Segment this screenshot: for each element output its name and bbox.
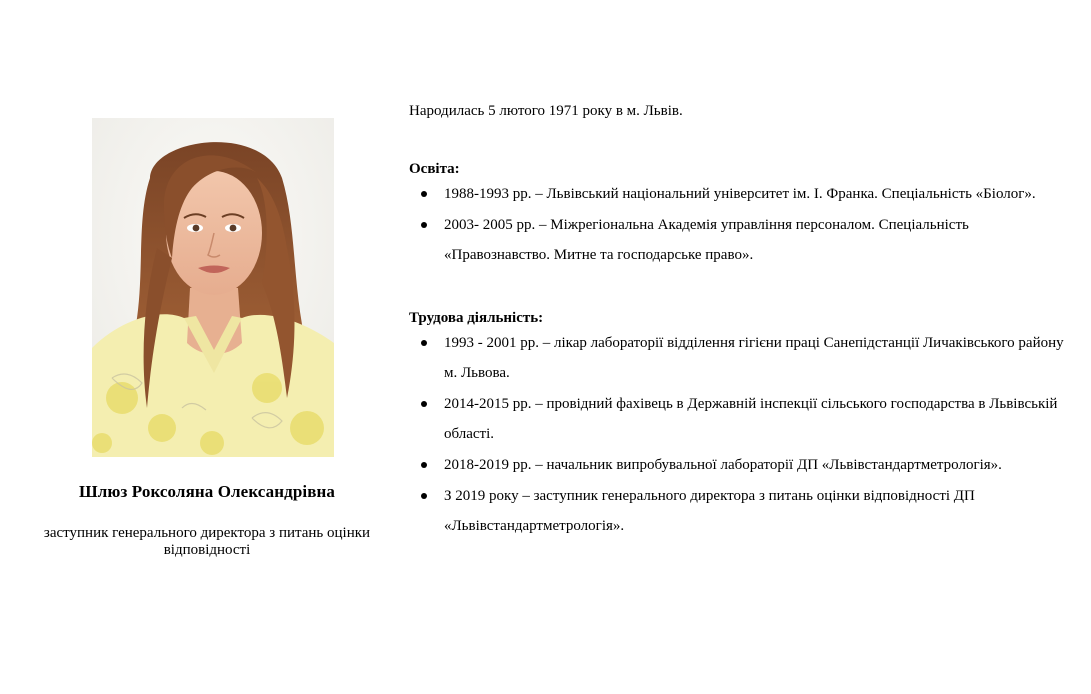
biography	[409, 101, 1074, 541]
person-name: Шлюз Роксоляна Олександрівна	[79, 482, 335, 501]
education-item-text: 1988-1993 рр. – Львівський національний університет ім. І. Франка. Спеціальність «Біолог».	[444, 186, 1036, 202]
work-title: Трудова діяльність:	[409, 310, 544, 326]
work-list	[409, 328, 1074, 541]
bullet-icon	[421, 191, 427, 197]
list-item	[409, 328, 1074, 388]
portrait-icon	[92, 118, 334, 457]
education-list	[409, 179, 1074, 270]
person-position: заступник генерального директора з питань оцінки відповідності	[43, 525, 371, 558]
education-item-text: 2003- 2005 рр. – Міжрегіональна Академія управління персоналом. Спеціальність «Правознавство. Митне та господарське право».	[444, 217, 969, 263]
birth-info: Народилась 5 лютого 1971 року в м. Львів.	[409, 103, 683, 119]
work-item-text: 2014-2015 рр. – провідний фахівець в Державній інспекції сільського господарства в Львівській області.	[444, 396, 1058, 442]
work-item-text: 2018-2019 рр. – начальник випробувальної лабораторії ДП «Львівстандартметрологія».	[444, 457, 1002, 473]
bullet-icon	[421, 401, 427, 407]
list-item	[409, 481, 1074, 541]
list-item	[409, 179, 1074, 209]
list-item	[409, 210, 1074, 270]
bullet-icon	[421, 493, 427, 499]
portrait-photo	[92, 118, 334, 457]
work-item-text: З 2019 року – заступник генерального директора з питань оцінки відповідності ДП «Львівстандартметрологія».	[444, 488, 975, 534]
education-title: Освіта:	[409, 161, 460, 177]
bullet-icon	[421, 222, 427, 228]
list-item	[409, 389, 1074, 449]
work-item-text: 1993 - 2001 рр. – лікар лабораторії відділення гігієни праці Санепідстанції Личаківського району м. Львова.	[444, 335, 1064, 381]
bullet-icon	[421, 340, 427, 346]
list-item	[409, 450, 1074, 480]
bullet-icon	[421, 462, 427, 468]
